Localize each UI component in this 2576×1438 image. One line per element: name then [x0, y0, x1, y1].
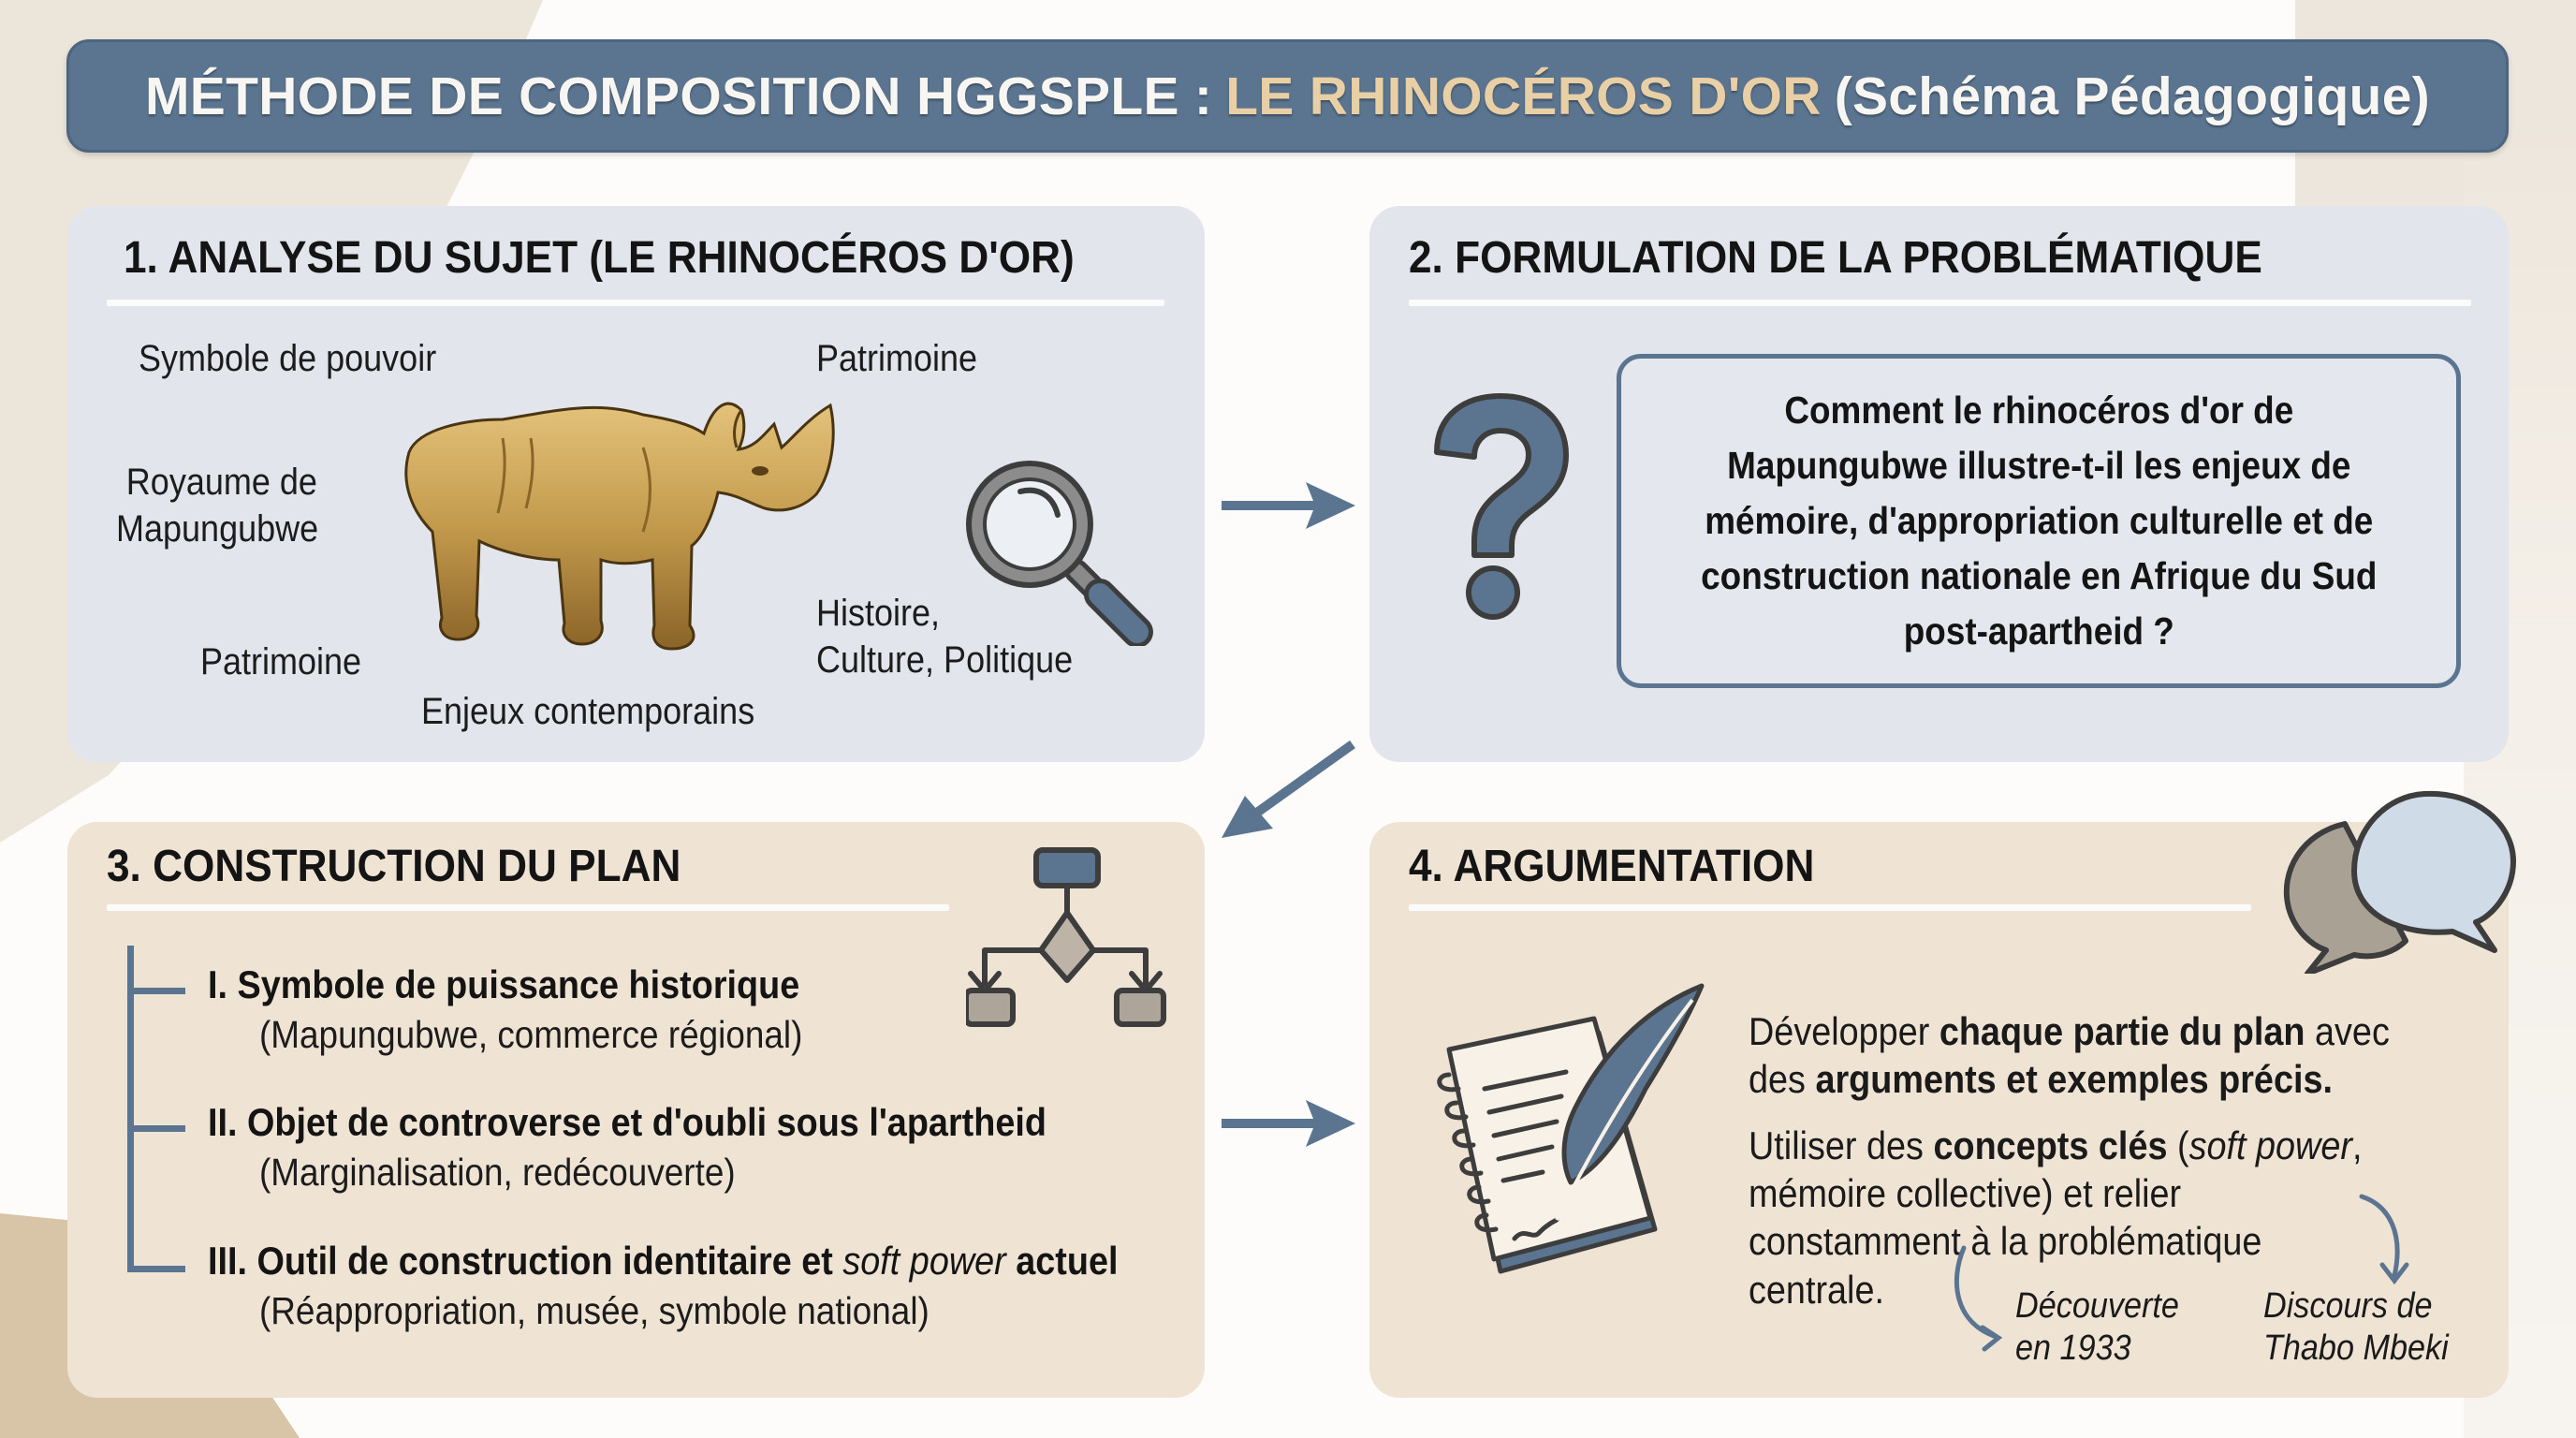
plan-tree-branch	[127, 988, 185, 994]
text-italic: soft power	[2188, 1123, 2352, 1167]
arrow-right-icon	[1217, 477, 1362, 534]
magnifying-glass-icon	[945, 440, 1161, 646]
flowchart-icon	[966, 845, 1167, 1028]
panel-heading: 4. ARGUMENTATION	[1409, 842, 1815, 891]
panel-heading: 1. ANALYSE DU SUJET (LE RHINOCÉROS D'OR)	[124, 233, 1075, 283]
notebook-quill-icon	[1421, 967, 1730, 1276]
label-symbole-de-pouvoir: Symbole de pouvoir	[139, 338, 437, 379]
text: avec	[2305, 1009, 2390, 1053]
title-subtitle: (Schéma Pédagogique)	[1834, 66, 2430, 126]
label-royaume-line2: Mapungubwe	[116, 508, 319, 550]
page-title	[66, 39, 2509, 153]
label-histoire-line2: Culture, Politique	[816, 639, 1074, 681]
label-histoire-line1: Histoire,	[816, 593, 941, 634]
plan-tree-line	[127, 946, 134, 1271]
title-main: MÉTHODE DE COMPOSITION HGGSPLE :	[145, 66, 1213, 126]
plan-item-subtitle: (Réappropriation, musée, symbole national)	[259, 1289, 929, 1332]
plan-item-title-part: actuel	[1005, 1239, 1119, 1283]
note-discours-mbeki	[2263, 1285, 2449, 1370]
curved-arrow-icon	[1945, 1243, 2011, 1356]
plan-item-subtitle: (Marginalisation, redécouverte)	[259, 1151, 736, 1194]
divider	[1409, 300, 2471, 306]
text: Utiliser des	[1749, 1123, 1934, 1167]
plan-item-title: II. Objet de controverse et d'oubli sous l'apartheid	[208, 1100, 1046, 1144]
panel-analyse-du-sujet	[67, 206, 1205, 762]
text: Développer	[1749, 1009, 1939, 1053]
plan-item-title: I. Symbole de puissance historique	[208, 962, 800, 1006]
text: (	[2167, 1123, 2189, 1167]
label-royaume	[116, 459, 318, 552]
plan-item-1	[208, 962, 866, 1057]
text: constamment à la problématique	[1749, 1219, 2262, 1264]
divider	[1409, 904, 2251, 911]
panel-construction-du-plan	[67, 822, 1205, 1398]
problematique-text	[1701, 383, 2377, 659]
title-accent: LE RHINOCÉROS D'OR	[1225, 66, 1822, 126]
question-line: Mapungubwe illustre-t-il les enjeux de	[1726, 443, 2351, 487]
text: centrale.	[1749, 1267, 1884, 1312]
label-enjeux-contemporains: Enjeux contemporains	[421, 691, 755, 732]
text-bold: arguments et exemples précis.	[1815, 1057, 2334, 1102]
label-patrimoine-top: Patrimoine	[816, 338, 978, 379]
text-bold: chaque partie du plan	[1939, 1009, 2305, 1053]
divider	[107, 300, 1164, 306]
plan-item-title-part: III. Outil de construction identitaire et	[208, 1239, 843, 1283]
plan-item-3	[208, 1239, 1220, 1333]
text: ,	[2351, 1123, 2363, 1167]
question-line: Comment le rhinocéros d'or de	[1784, 388, 2293, 432]
plan-item-title-italic: soft power	[842, 1239, 1006, 1283]
note-line: Discours de	[2263, 1286, 2433, 1326]
text-bold: concepts clés	[1933, 1123, 2168, 1167]
question-mark-icon	[1427, 391, 1573, 625]
speech-bubbles-icon	[2275, 786, 2527, 974]
note-line: Découverte	[2015, 1286, 2179, 1326]
problematique-box	[1617, 354, 2461, 688]
plan-item-subtitle: (Mapungubwe, commerce régional)	[259, 1013, 803, 1056]
note-decouverte	[2015, 1285, 2179, 1370]
text: des	[1749, 1057, 1816, 1102]
plan-item-2	[208, 1100, 1140, 1195]
question-line: post-apartheid ?	[1903, 609, 2174, 653]
note-line: Thabo Mbeki	[2263, 1328, 2449, 1368]
panel-formulation-problematique	[1369, 206, 2509, 762]
golden-rhinoceros-image	[390, 382, 858, 663]
argumentation-paragraph-1	[1749, 1007, 2390, 1103]
label-patrimoine-bottom: Patrimoine	[200, 641, 362, 682]
panel-heading: 3. CONSTRUCTION DU PLAN	[107, 842, 681, 891]
plan-tree-branch	[127, 1266, 185, 1272]
label-royaume-line1: Royaume de	[125, 462, 317, 503]
plan-tree-branch	[127, 1125, 185, 1132]
text: mémoire collective) et relier	[1749, 1171, 2182, 1216]
divider	[107, 904, 949, 911]
plan-item-title	[208, 1239, 1119, 1284]
question-line: construction nationale en Afrique du Sud	[1700, 554, 2378, 598]
question-line: mémoire, d'appropriation culturelle et de	[1704, 498, 2374, 542]
note-line: en 1933	[2015, 1328, 2131, 1368]
panel-heading: 2. FORMULATION DE LA PROBLÉMATIQUE	[1409, 233, 2262, 283]
arrow-down-left-icon	[1217, 730, 1367, 843]
arrow-right-icon	[1217, 1095, 1362, 1152]
